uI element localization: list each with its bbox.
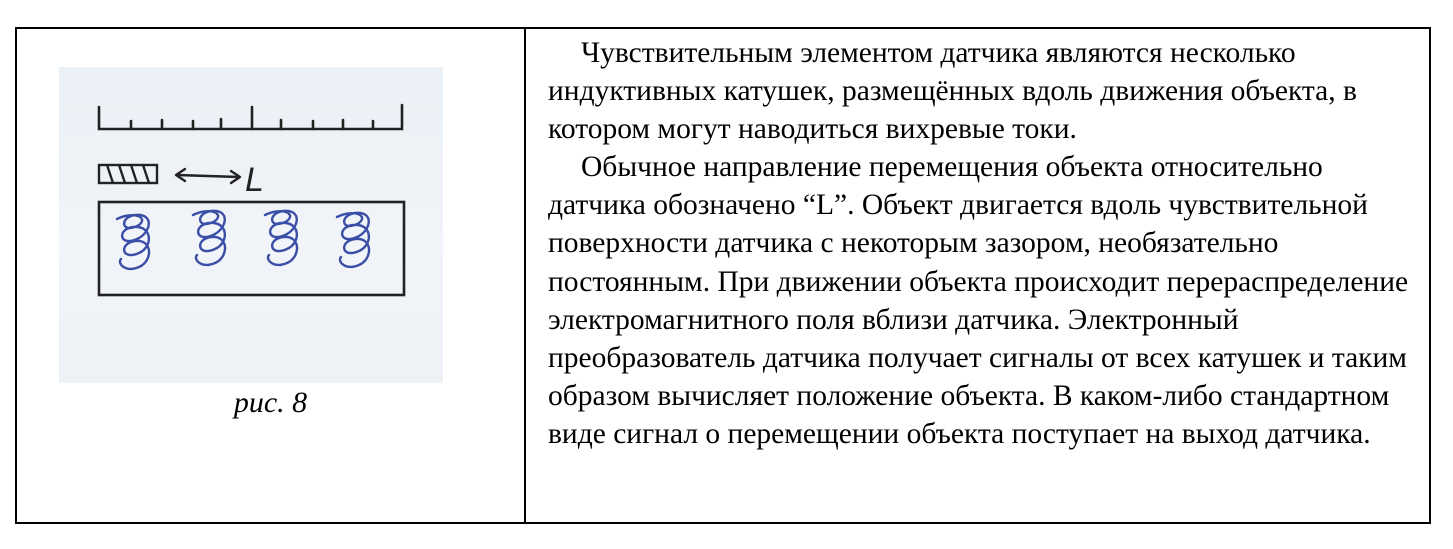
coil-3 (265, 211, 297, 265)
sensor-drawing (59, 67, 443, 383)
paragraph-2: Обычное направление перемещения объекта относительно датчика обозначено “L”. Объект двигается вдоль чувствительной поверхности датчика с некоторым зазором, необязательно постоянным. При движении объекта происходит перераспределение электромагнитного поля вблизи датчика. Электронный преобразователь датчика получает сигналы от всех катушек и таким образом вычисляет положение объекта. В каком-либо стандартном виде сигнал о перемещении объекта поступает на выход датчика. (548, 151, 1409, 450)
coil-4 (337, 213, 369, 267)
document-table (15, 27, 1431, 524)
coils (117, 211, 369, 269)
figure-cell (17, 29, 526, 522)
ruler-scale (99, 105, 402, 129)
coil-2 (193, 211, 225, 265)
sensor-figure (59, 67, 443, 383)
paragraph-1: Чувствительным элементом датчика являются несколько индуктивных катушек, размещённых вдоль движения объекта, в котором могут наводиться вихревые токи. (548, 37, 1357, 146)
direction-label: L (245, 161, 264, 199)
direction-arrow (176, 169, 240, 183)
moving-object (99, 165, 157, 183)
text-cell (526, 29, 1429, 522)
coil-1 (117, 215, 149, 269)
figure-caption: рис. 8 (233, 386, 308, 419)
